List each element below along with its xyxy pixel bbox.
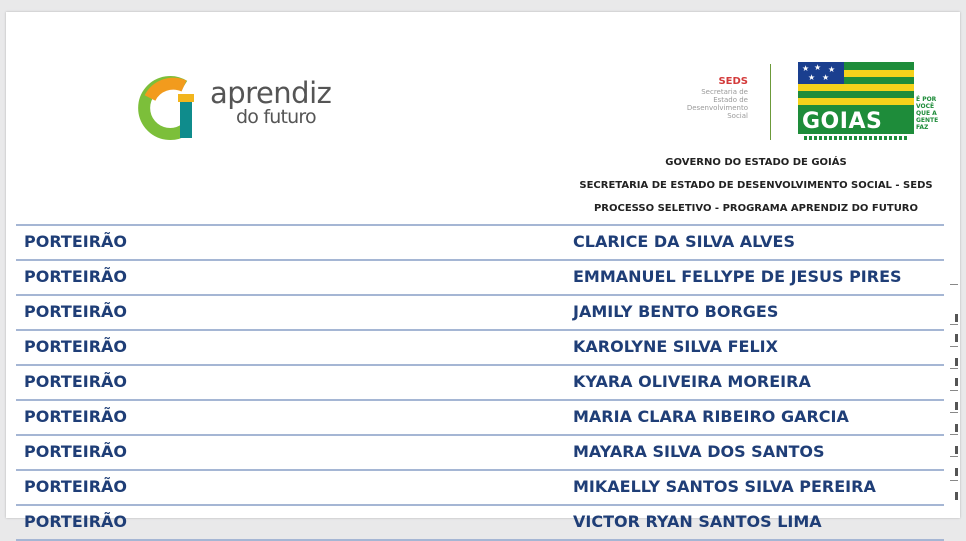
table-row	[16, 224, 944, 259]
slogan-line: QUE A	[916, 110, 937, 117]
name-cell: VICTOR RYAN SANTOS LIMA	[573, 512, 822, 531]
aprendiz-do-futuro-logo	[140, 72, 350, 144]
city-cell: PORTEIRÃO	[24, 442, 128, 461]
heading-government: GOVERNO DO ESTADO DE GOIÁS	[665, 157, 847, 168]
city-cell: PORTEIRÃO	[24, 407, 128, 426]
name-cell: CLARICE DA SILVA ALVES	[573, 232, 795, 251]
seds-line: Estado de	[713, 96, 748, 104]
goias-flag-icon: ★ ★ ★ ★ ★	[798, 62, 914, 106]
seds-line: Secretaria de	[701, 88, 748, 96]
table-row	[16, 329, 944, 364]
city-cell: PORTEIRÃO	[24, 232, 128, 251]
city-cell: PORTEIRÃO	[24, 372, 128, 391]
goias-wordmark: GOIAS	[802, 109, 883, 134]
slogan-line: FAZ	[916, 124, 929, 131]
goias-subtitle-strip	[804, 136, 908, 140]
logo-text-aprendiz: aprendiz	[210, 76, 332, 110]
logo-text-do-futuro: do futuro	[236, 106, 316, 128]
slogan-line: VOCÊ	[916, 103, 935, 110]
table-row	[16, 294, 944, 329]
heading-selection-process: PROCESSO SELETIVO - PROGRAMA APRENDIZ DO FUTURO	[593, 203, 919, 214]
seds-line: Desenvolvimento	[686, 104, 748, 112]
candidates-table	[16, 224, 944, 541]
name-cell: KYARA OLIVEIRA MOREIRA	[573, 372, 811, 391]
name-cell: KAROLYNE SILVA FELIX	[573, 337, 778, 356]
seds-logo	[616, 76, 748, 120]
table-row	[16, 469, 944, 504]
seds-title: SEDS	[718, 76, 748, 87]
aprendiz-logo-icon	[140, 72, 204, 144]
name-cell: MAYARA SILVA DOS SANTOS	[573, 442, 825, 461]
name-cell: EMMANUEL FELLYPE DE JESUS PIRES	[573, 267, 902, 286]
name-cell: JAMILY BENTO BORGES	[573, 302, 779, 321]
table-row	[16, 399, 944, 434]
document-page	[6, 12, 960, 531]
city-cell: PORTEIRÃO	[24, 512, 128, 531]
heading-secretariat: SECRETARIA DE ESTADO DE DESENVOLVIMENTO SOCIAL - SEDS	[579, 180, 933, 191]
seds-line: Social	[727, 112, 748, 120]
city-cell: PORTEIRÃO	[24, 267, 128, 286]
table-row	[16, 504, 944, 541]
goias-slogan	[916, 96, 966, 131]
name-cell: MARIA CLARA RIBEIRO GARCIA	[573, 407, 849, 426]
name-cell: MIKAELLY SANTOS SILVA PEREIRA	[573, 477, 876, 496]
goias-logo	[798, 62, 914, 142]
city-cell: PORTEIRÃO	[24, 477, 128, 496]
city-cell: PORTEIRÃO	[24, 302, 128, 321]
table-row	[16, 259, 944, 294]
slogan-line: GENTE	[916, 117, 939, 124]
logo-divider	[770, 64, 771, 140]
table-row	[16, 434, 944, 469]
adjacent-page-edge	[946, 268, 960, 518]
city-cell: PORTEIRÃO	[24, 337, 128, 356]
table-row	[16, 364, 944, 399]
slogan-line: É POR	[916, 96, 937, 103]
